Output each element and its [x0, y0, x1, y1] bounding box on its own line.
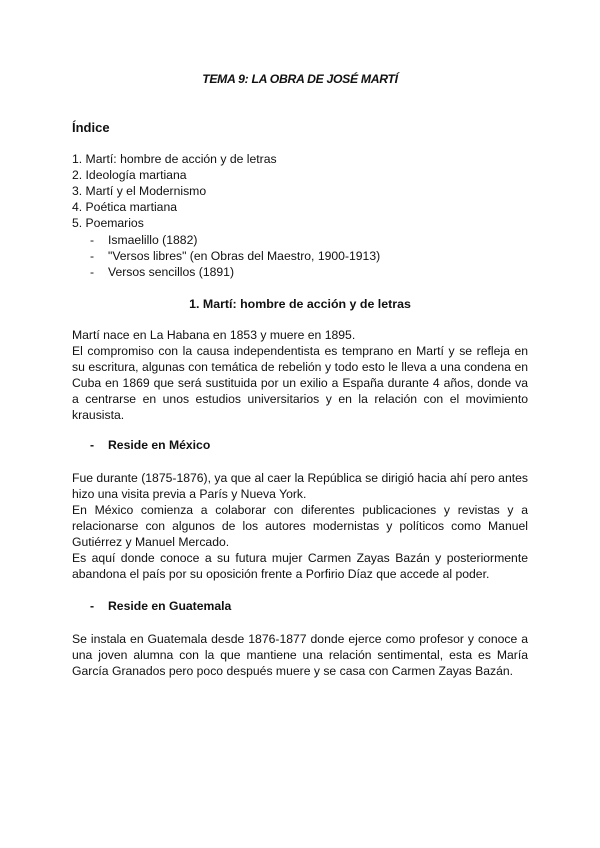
- sublist-item: [90, 248, 380, 264]
- paragraph-mexico-2: En México comienza a colaborar con diferentes publicaciones y revistas y a relacionarse con algunos de los autores modernistas y políticos como Manuel Gutiérrez y Manuel Mercado.: [72, 503, 528, 549]
- dash-bullet: -: [90, 249, 95, 263]
- sublist-item-text: Ismaelillo (1882): [108, 233, 198, 247]
- document-title: TEMA 9: LA OBRA DE JOSÉ MARTÍ: [202, 72, 398, 86]
- paragraph-guatemala: Se instala en Guatemala desde 1876-1877 donde ejerce como profesor y conoce a una joven alumna con la que mantiene una relación sentimental, esta es María García Granados pero poco después muere y se casa con Carmen Zayas Bazán.: [72, 632, 528, 678]
- paragraph-birth: Martí nace en La Habana en 1853 y muere en 1895.: [72, 328, 356, 342]
- dash-bullet: -: [90, 438, 95, 452]
- index-item: 2. Ideología martiana: [72, 168, 187, 182]
- subheading-text: Reside en Guatemala: [108, 599, 232, 613]
- sublist-item: [90, 232, 380, 248]
- subheading-text: Reside en México: [108, 438, 211, 452]
- sublist-item-text: Versos sencillos (1891): [108, 265, 234, 279]
- dash-bullet: -: [90, 599, 95, 613]
- paragraph-mexico-3: Es aquí donde conoce a su futura mujer Carmen Zayas Bazán y posteriormente abandona el país por su oposición frente a Porfirio Díaz que accede al poder.: [72, 551, 528, 581]
- index-heading: Índice: [72, 120, 110, 135]
- index-list: [72, 151, 277, 231]
- paragraph-mexico-1: Fue durante (1875-1876), ya que al caer la República se dirigió hacia ahí pero antes hizo una visita previa a París y Nueva York.: [72, 471, 528, 501]
- section-heading: 1. Martí: hombre de acción y de letras: [189, 297, 411, 311]
- poemarios-sublist: [90, 232, 380, 280]
- index-item: 5. Poemarios: [72, 216, 144, 230]
- paragraph-commitment: El compromiso con la causa independentista es temprano en Martí y se refleja en su escritura, algunas con temática de rebelión y todo esto le lleva a una condena en Cuba en 1869 que será sustituida por un exilio a España durante 4 años, donde va a centrarse en unos estudios universitarios y en la relación con el movimiento krausista.: [72, 344, 528, 422]
- index-item: 3. Martí y el Modernismo: [72, 184, 207, 198]
- index-item: 1. Martí: hombre de acción y de letras: [72, 152, 277, 166]
- index-item: 4. Poética martiana: [72, 200, 178, 214]
- subheading-guatemala: [90, 598, 231, 614]
- dash-bullet: -: [90, 265, 95, 279]
- sublist-item-text: "Versos libres" (en Obras del Maestro, 1900-1913): [108, 249, 381, 263]
- dash-bullet: -: [90, 233, 95, 247]
- subheading-mexico: [90, 437, 210, 453]
- sublist-item: [90, 264, 380, 280]
